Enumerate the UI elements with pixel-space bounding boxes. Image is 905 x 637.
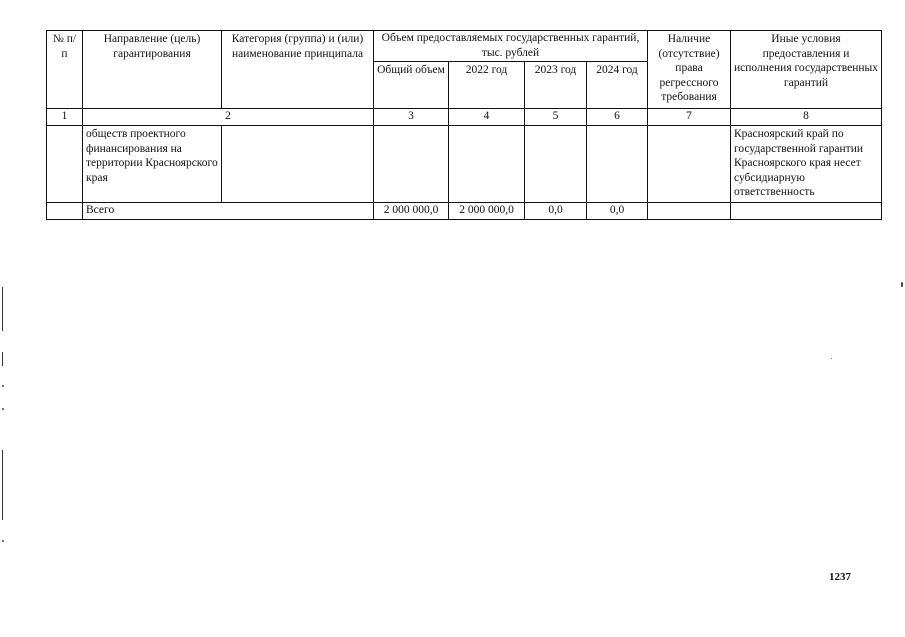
row-2024	[587, 126, 648, 203]
header-2023: 2023 год	[525, 62, 587, 109]
total-num-cell	[47, 203, 83, 220]
total-2022: 2 000 000,0	[449, 203, 525, 220]
column-number: 2	[83, 109, 374, 126]
row-direction: обществ проектного финансирования на территории Красноярского края	[83, 126, 222, 203]
total-regress-cell	[648, 203, 731, 220]
header-2022: 2022 год	[449, 62, 525, 109]
header-regress: Наличие (отсутствие) права регрессного требования	[648, 31, 731, 109]
header-num: № п/п	[47, 31, 83, 109]
table-row	[47, 126, 882, 203]
total-row	[47, 203, 882, 220]
row-other-conditions: Красноярский край по государственной гарантии Красноярского края несет субсидиарную ответственность	[731, 126, 882, 203]
scan-artifact	[2, 540, 4, 542]
total-label: Всего	[83, 203, 374, 220]
column-number: 7	[648, 109, 731, 126]
total-2024: 0,0	[587, 203, 648, 220]
column-number: 4	[449, 109, 525, 126]
header-total-volume: Общий объем	[374, 62, 449, 109]
column-number: 1	[47, 109, 83, 126]
scan-artifact	[831, 358, 832, 359]
scan-artifact	[2, 287, 3, 331]
scan-artifact	[2, 385, 4, 387]
column-number: 6	[587, 109, 648, 126]
row-2023	[525, 126, 587, 203]
row-total-volume	[374, 126, 449, 203]
header-2024: 2024 год	[587, 62, 648, 109]
guarantees-table	[46, 30, 882, 220]
total-other-cell	[731, 203, 882, 220]
header-row	[47, 31, 882, 62]
scan-artifact	[2, 408, 4, 410]
column-number: 3	[374, 109, 449, 126]
row-num	[47, 126, 83, 203]
row-regress	[648, 126, 731, 203]
column-number: 5	[525, 109, 587, 126]
row-2022	[449, 126, 525, 203]
header-other-conditions: Иные условия предоставления и исполнения государственных гарантий	[731, 31, 882, 109]
total-volume: 2 000 000,0	[374, 203, 449, 220]
total-2023: 0,0	[525, 203, 587, 220]
header-volume-group: Объем предоставляемых государственных гарантий, тыс. рублей	[374, 31, 648, 62]
column-number-row	[47, 109, 882, 126]
column-number: 8	[731, 109, 882, 126]
header-direction: Направление (цель) гарантирования	[83, 31, 222, 109]
scan-artifact	[901, 282, 903, 287]
row-category	[222, 126, 374, 203]
page-number: 1237	[829, 571, 851, 583]
scan-artifact	[2, 450, 3, 520]
scan-artifact	[2, 352, 3, 366]
header-category: Категория (группа) и (или) наименование принципала	[222, 31, 374, 109]
